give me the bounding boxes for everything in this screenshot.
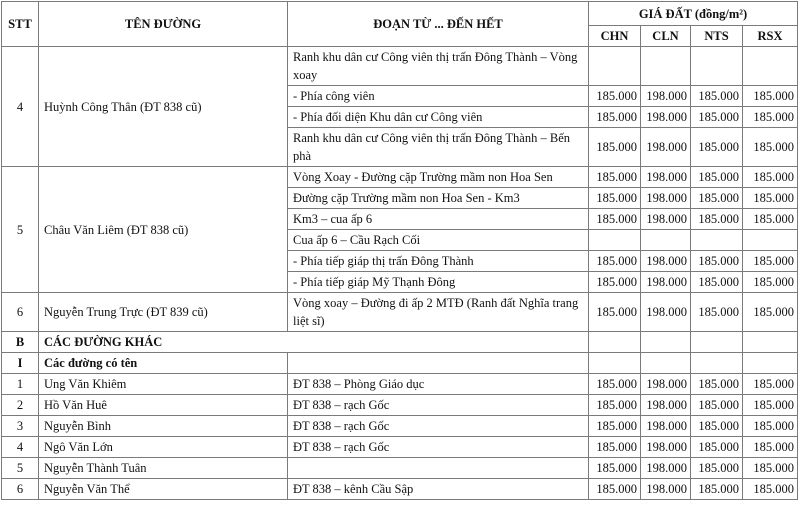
price-chn: 185.000 (589, 479, 641, 500)
price-cln (641, 47, 691, 86)
price-rsx: 185.000 (743, 458, 798, 479)
price-chn: 185.000 (589, 416, 641, 437)
price-nts: 185.000 (691, 188, 743, 209)
price-rsx: 185.000 (743, 188, 798, 209)
price-chn (589, 332, 641, 353)
row-stt: 2 (2, 395, 39, 416)
section-row (2, 332, 798, 353)
street-name: Hồ Văn Huê (39, 395, 288, 416)
table-row (2, 293, 798, 332)
price-cln: 198.000 (641, 107, 691, 128)
price-nts: 185.000 (691, 458, 743, 479)
table-row (2, 167, 798, 188)
price-chn: 185.000 (589, 251, 641, 272)
price-rsx: 185.000 (743, 167, 798, 188)
price-cln: 198.000 (641, 293, 691, 332)
price-rsx (743, 353, 798, 374)
price-cln: 198.000 (641, 374, 691, 395)
segment-text: Vòng Xoay - Đường cặp Trường mầm non Hoa Sen (288, 167, 589, 188)
segment-text: ĐT 838 – rạch Gốc (288, 416, 589, 437)
table-row (2, 374, 798, 395)
header-land-price: GIÁ ĐẤT (đồng/m²) (589, 2, 798, 26)
price-chn: 185.000 (589, 293, 641, 332)
price-nts (691, 332, 743, 353)
price-chn (589, 230, 641, 251)
price-cln: 198.000 (641, 209, 691, 230)
segment-text (288, 353, 589, 374)
price-cln: 198.000 (641, 128, 691, 167)
price-chn: 185.000 (589, 374, 641, 395)
street-name: Huỳnh Công Thân (ĐT 838 cũ) (39, 47, 288, 167)
price-rsx: 185.000 (743, 395, 798, 416)
price-chn: 185.000 (589, 86, 641, 107)
price-cln: 198.000 (641, 395, 691, 416)
table-row (2, 395, 798, 416)
price-nts: 185.000 (691, 251, 743, 272)
street-name: Châu Văn Liêm (ĐT 838 cũ) (39, 167, 288, 293)
price-nts: 185.000 (691, 479, 743, 500)
header-segment: ĐOẠN TỪ ... ĐẾN HẾT (288, 2, 589, 47)
price-chn: 185.000 (589, 107, 641, 128)
header-nts: NTS (691, 26, 743, 47)
price-rsx: 185.000 (743, 272, 798, 293)
segment-text: Ranh khu dân cư Công viên thị trấn Đông Thành – Bến phà (288, 128, 589, 167)
price-rsx (743, 47, 798, 86)
price-nts (691, 353, 743, 374)
price-cln: 198.000 (641, 416, 691, 437)
price-rsx: 185.000 (743, 251, 798, 272)
price-chn: 185.000 (589, 395, 641, 416)
row-stt: 5 (2, 458, 39, 479)
street-name: Nguyễn Trung Trực (ĐT 839 cũ) (39, 293, 288, 332)
price-cln (641, 332, 691, 353)
price-rsx (743, 332, 798, 353)
header-stt: STT (2, 2, 39, 47)
segment-text: - Phía đối diện Khu dân cư Công viên (288, 107, 589, 128)
segment-text: ĐT 838 – Phòng Giáo dục (288, 374, 589, 395)
price-nts: 185.000 (691, 128, 743, 167)
table-row (2, 479, 798, 500)
price-cln: 198.000 (641, 272, 691, 293)
section-title: CÁC ĐƯỜNG KHÁC (39, 332, 589, 353)
section-stt: B (2, 332, 39, 353)
price-nts: 185.000 (691, 395, 743, 416)
price-rsx: 185.000 (743, 86, 798, 107)
price-nts (691, 230, 743, 251)
price-rsx: 185.000 (743, 374, 798, 395)
street-name: Nguyễn Bình (39, 416, 288, 437)
price-cln: 198.000 (641, 188, 691, 209)
table-row (2, 47, 798, 86)
table-row (2, 458, 798, 479)
price-rsx: 185.000 (743, 293, 798, 332)
land-price-table (1, 1, 798, 500)
price-rsx: 185.000 (743, 416, 798, 437)
price-chn: 185.000 (589, 167, 641, 188)
row-stt: 1 (2, 374, 39, 395)
price-rsx: 185.000 (743, 128, 798, 167)
segment-text: ĐT 838 – kênh Cầu Sập (288, 479, 589, 500)
price-chn: 185.000 (589, 188, 641, 209)
street-name: Nguyễn Thành Tuân (39, 458, 288, 479)
subsection-title: Các đường có tên (39, 353, 288, 374)
price-nts: 185.000 (691, 86, 743, 107)
price-chn (589, 47, 641, 86)
price-nts: 185.000 (691, 416, 743, 437)
segment-text: ĐT 838 – rạch Gốc (288, 395, 589, 416)
price-cln (641, 230, 691, 251)
header-chn: CHN (589, 26, 641, 47)
price-nts: 185.000 (691, 437, 743, 458)
price-nts: 185.000 (691, 272, 743, 293)
price-nts: 185.000 (691, 167, 743, 188)
price-rsx: 185.000 (743, 209, 798, 230)
price-nts: 185.000 (691, 374, 743, 395)
street-name: Nguyễn Văn Thể (39, 479, 288, 500)
price-nts: 185.000 (691, 293, 743, 332)
segment-text: Đường cặp Trường mầm non Hoa Sen - Km3 (288, 188, 589, 209)
header-street-name: TÊN ĐƯỜNG (39, 2, 288, 47)
price-cln: 198.000 (641, 437, 691, 458)
segment-text: Vòng xoay – Đường đi ấp 2 MTĐ (Ranh đất Nghĩa trang liệt sĩ) (288, 293, 589, 332)
table-row (2, 416, 798, 437)
subsection-row (2, 353, 798, 374)
segment-text: Km3 – cua ấp 6 (288, 209, 589, 230)
price-nts: 185.000 (691, 209, 743, 230)
header-cln: CLN (641, 26, 691, 47)
row-stt: 6 (2, 293, 39, 332)
subsection-stt: I (2, 353, 39, 374)
price-cln (641, 353, 691, 374)
price-cln: 198.000 (641, 479, 691, 500)
street-name: Ngô Văn Lớn (39, 437, 288, 458)
price-cln: 198.000 (641, 167, 691, 188)
segment-text: - Phía tiếp giáp thị trấn Đông Thành (288, 251, 589, 272)
row-stt: 4 (2, 437, 39, 458)
price-chn: 185.000 (589, 437, 641, 458)
segment-text: - Phía công viên (288, 86, 589, 107)
street-name: Ung Văn Khiêm (39, 374, 288, 395)
price-nts: 185.000 (691, 107, 743, 128)
row-stt: 6 (2, 479, 39, 500)
row-stt: 4 (2, 47, 39, 167)
price-rsx: 185.000 (743, 479, 798, 500)
price-chn (589, 353, 641, 374)
price-cln: 198.000 (641, 86, 691, 107)
segment-text: - Phía tiếp giáp Mỹ Thạnh Đông (288, 272, 589, 293)
table-row (2, 437, 798, 458)
header-rsx: RSX (743, 26, 798, 47)
price-chn: 185.000 (589, 209, 641, 230)
price-chn: 185.000 (589, 272, 641, 293)
price-rsx: 185.000 (743, 437, 798, 458)
segment-text: Ranh khu dân cư Công viên thị trấn Đông Thành – Vòng xoay (288, 47, 589, 86)
segment-text: Cua ấp 6 – Cầu Rạch Cối (288, 230, 589, 251)
price-cln: 198.000 (641, 251, 691, 272)
price-rsx (743, 230, 798, 251)
price-chn: 185.000 (589, 128, 641, 167)
price-rsx: 185.000 (743, 107, 798, 128)
row-stt: 5 (2, 167, 39, 293)
price-cln: 198.000 (641, 458, 691, 479)
price-chn: 185.000 (589, 458, 641, 479)
price-nts (691, 47, 743, 86)
segment-text: ĐT 838 – rạch Gốc (288, 437, 589, 458)
row-stt: 3 (2, 416, 39, 437)
segment-text (288, 458, 589, 479)
